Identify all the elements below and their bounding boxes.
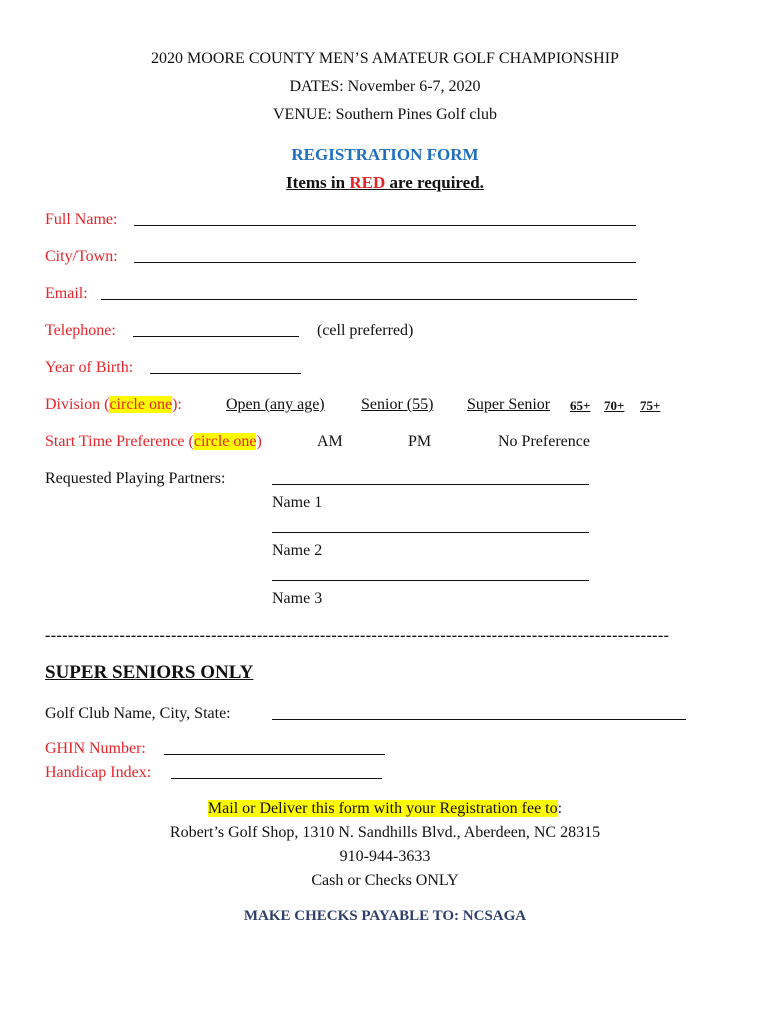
shop-phone: 910-944-3633 xyxy=(339,848,431,865)
partner-1-field[interactable] xyxy=(272,472,589,485)
mail-instruction-colon: : xyxy=(557,800,563,817)
mail-instruction-text: Mail or Deliver this form with your Registration fee to xyxy=(207,800,558,817)
email-field[interactable] xyxy=(101,287,637,300)
super-senior-65-option[interactable]: 65+ xyxy=(570,398,591,413)
partner-2-caption: Name 2 xyxy=(272,542,323,559)
start-time-label-end: ) xyxy=(256,433,262,450)
checks-payable: MAKE CHECKS PAYABLE TO: NCSAGA xyxy=(243,908,527,924)
required-note xyxy=(0,173,770,193)
division-circle-one: circle one xyxy=(109,396,173,413)
required-note-prefix: Items in xyxy=(286,173,350,192)
handicap-index-field[interactable] xyxy=(171,766,382,779)
start-time-circle-one: circle one xyxy=(193,433,257,450)
partner-3-caption: Name 3 xyxy=(272,590,323,607)
year-of-birth-field[interactable] xyxy=(150,361,301,374)
full-name-field[interactable] xyxy=(134,213,636,226)
partner-2-field[interactable] xyxy=(272,520,589,533)
division-senior-option[interactable]: Senior (55) xyxy=(361,396,434,413)
partner-1-caption: Name 1 xyxy=(272,494,323,511)
email-label: Email: xyxy=(45,285,88,302)
division-open-option[interactable]: Open (any age) xyxy=(226,396,325,413)
super-senior-75-option[interactable]: 75+ xyxy=(640,398,661,413)
start-time-label-text: Start Time Preference ( xyxy=(45,433,194,450)
playing-partners-label: Requested Playing Partners: xyxy=(45,470,226,487)
event-dates: DATES: November 6-7, 2020 xyxy=(289,78,481,95)
ghin-number-field[interactable] xyxy=(164,742,385,755)
city-label: City/Town: xyxy=(45,248,118,265)
division-label xyxy=(45,396,182,414)
city-field[interactable] xyxy=(134,250,636,263)
division-label-text: Division ( xyxy=(45,396,110,413)
telephone-field[interactable] xyxy=(133,324,299,337)
start-time-pm-option[interactable]: PM xyxy=(408,433,432,450)
form-title: REGISTRATION FORM xyxy=(291,145,479,164)
event-title: 2020 MOORE COUNTY MEN’S AMATEUR GOLF CHAMPIONSHIP xyxy=(151,50,619,67)
start-time-no-preference-option[interactable]: No Preference xyxy=(498,433,590,450)
start-time-am-option[interactable]: AM xyxy=(317,433,343,450)
ghin-number-label: GHIN Number: xyxy=(45,740,146,757)
year-of-birth-label: Year of Birth: xyxy=(45,359,134,376)
division-super-senior-option[interactable]: Super Senior xyxy=(467,396,551,413)
full-name-label: Full Name: xyxy=(45,211,118,228)
required-note-red: RED xyxy=(349,173,386,192)
event-venue: VENUE: Southern Pines Golf club xyxy=(273,106,497,123)
super-senior-70-option[interactable]: 70+ xyxy=(604,398,625,413)
golf-club-label: Golf Club Name, City, State: xyxy=(45,705,231,722)
handicap-index-label: Handicap Index: xyxy=(45,764,152,781)
mailing-address: Robert’s Golf Shop, 1310 N. Sandhills Blvd., Aberdeen, NC 28315 xyxy=(169,824,601,841)
division-label-end: ): xyxy=(172,396,182,413)
section-divider: ------------------------------------------------------------------------------------------------------------- xyxy=(45,627,670,644)
mail-instruction xyxy=(0,800,770,818)
super-seniors-heading: SUPER SENIORS ONLY xyxy=(45,662,254,683)
start-time-label xyxy=(45,433,262,451)
telephone-note: (cell preferred) xyxy=(317,322,414,339)
payment-methods: Cash or Checks ONLY xyxy=(311,872,459,889)
golf-club-field[interactable] xyxy=(272,707,686,720)
partner-3-field[interactable] xyxy=(272,568,589,581)
required-note-suffix: are required. xyxy=(385,173,484,192)
telephone-label: Telephone: xyxy=(45,322,116,339)
